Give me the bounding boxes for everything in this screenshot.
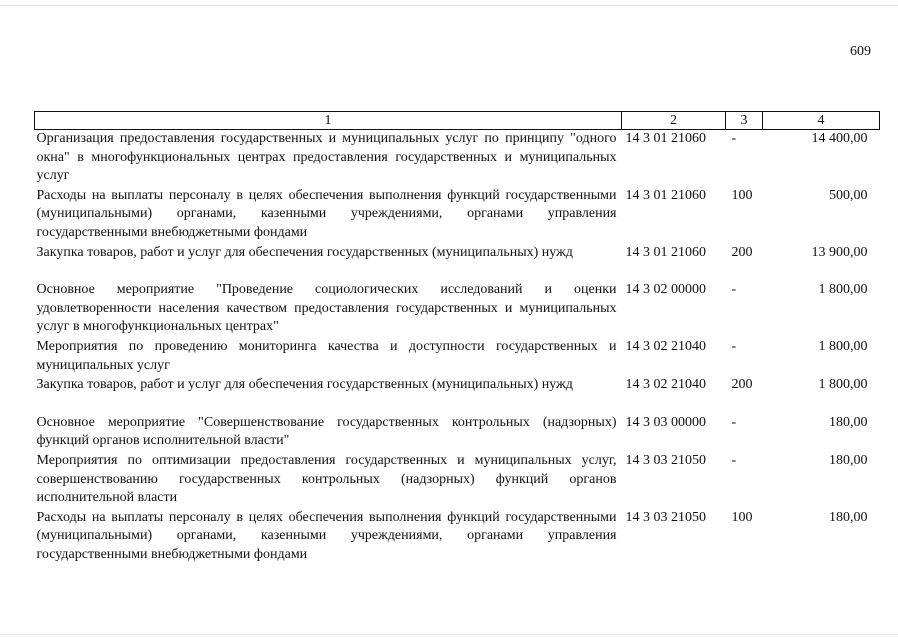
scan-edge-bottom bbox=[0, 634, 898, 635]
row-type: - bbox=[731, 414, 737, 430]
header-col-2: 2 bbox=[622, 112, 726, 130]
row-name: Закупка товаров, работ и услуг для обеспечения государственных (муниципальных) нужд bbox=[36, 244, 573, 260]
row-spacer bbox=[35, 263, 880, 281]
row-code: 14 3 01 21060 bbox=[625, 187, 706, 203]
row-code: 14 3 03 21050 bbox=[625, 452, 706, 468]
row-amount: 13 900,00 bbox=[811, 244, 868, 260]
budget-table bbox=[34, 111, 880, 565]
row-type: 200 bbox=[731, 377, 753, 393]
row-code: 14 3 01 21060 bbox=[625, 244, 706, 260]
row-name: Основное мероприятие "Совершенствование государственных контрольных (надзорных) функций органов исполнительной власти" bbox=[36, 414, 617, 449]
row-type: 100 bbox=[731, 509, 753, 525]
row-type: - bbox=[731, 282, 737, 298]
row-amount: 180,00 bbox=[829, 414, 868, 430]
table-row bbox=[35, 130, 880, 187]
scan-edge-top bbox=[0, 5, 898, 6]
row-type: - bbox=[731, 131, 737, 146]
row-type: - bbox=[731, 452, 737, 468]
page-number: 609 bbox=[850, 44, 871, 59]
row-name: Мероприятия по проведению мониторинга качества и доступности государственных и муниципальных услуг bbox=[36, 338, 617, 373]
row-amount: 180,00 bbox=[829, 509, 868, 525]
row-code: 14 3 02 21040 bbox=[625, 377, 706, 393]
table-row bbox=[35, 509, 880, 566]
row-code: 14 3 02 00000 bbox=[625, 282, 706, 298]
table-row bbox=[35, 244, 880, 264]
table-row bbox=[35, 338, 880, 376]
header-col-3: 3 bbox=[726, 112, 763, 130]
row-code: 14 3 01 21060 bbox=[625, 131, 706, 146]
row-type: 100 bbox=[731, 187, 753, 203]
row-name: Основное мероприятие "Проведение социологических исследований и оценки удовлетворенности населения качеством предоставления государственных и муниципальных услуг в многофункциональных центрах" bbox=[36, 282, 617, 335]
row-amount: 1 800,00 bbox=[818, 282, 868, 298]
row-amount: 1 800,00 bbox=[818, 377, 868, 393]
row-name: Расходы на выплаты персоналу в целях обеспечения выполнения функций государственными (муниципальными) органами, казенными учреждениями, органами управления государственными внебюджетными фондами bbox=[36, 187, 617, 240]
row-code: 14 3 02 21040 bbox=[625, 338, 706, 354]
row-amount: 14 400,00 bbox=[811, 131, 868, 146]
row-code: 14 3 03 00000 bbox=[625, 414, 706, 430]
row-spacer bbox=[35, 396, 880, 414]
table-row bbox=[35, 414, 880, 452]
row-amount: 1 800,00 bbox=[818, 338, 868, 354]
table-row bbox=[35, 452, 880, 509]
row-name: Закупка товаров, работ и услуг для обеспечения государственных (муниципальных) нужд bbox=[36, 377, 573, 393]
table-row bbox=[35, 281, 880, 338]
row-name: Организация предоставления государственных и муниципальных услуг по принципу "одного окна" в многофункциональных центрах предоставления государственных и муниципальных услуг bbox=[36, 131, 617, 184]
header-col-4: 4 bbox=[763, 112, 880, 130]
row-amount: 500,00 bbox=[829, 187, 868, 203]
row-type: - bbox=[731, 338, 737, 354]
row-name: Расходы на выплаты персоналу в целях обеспечения выполнения функций государственными (муниципальными) органами, казенными учреждениями, органами управления государственными внебюджетными фондами bbox=[36, 509, 617, 562]
header-col-1: 1 bbox=[35, 112, 622, 130]
row-code: 14 3 03 21050 bbox=[625, 509, 706, 525]
row-type: 200 bbox=[731, 244, 753, 260]
row-name: Мероприятия по оптимизации предоставления государственных и муниципальных услуг, совершенствованию государственных контрольных (надзорных) функций органов исполнительной власти bbox=[36, 452, 617, 506]
table-row bbox=[35, 376, 880, 396]
table-row bbox=[35, 187, 880, 244]
table-header-row bbox=[35, 112, 880, 130]
row-amount: 180,00 bbox=[829, 452, 868, 468]
